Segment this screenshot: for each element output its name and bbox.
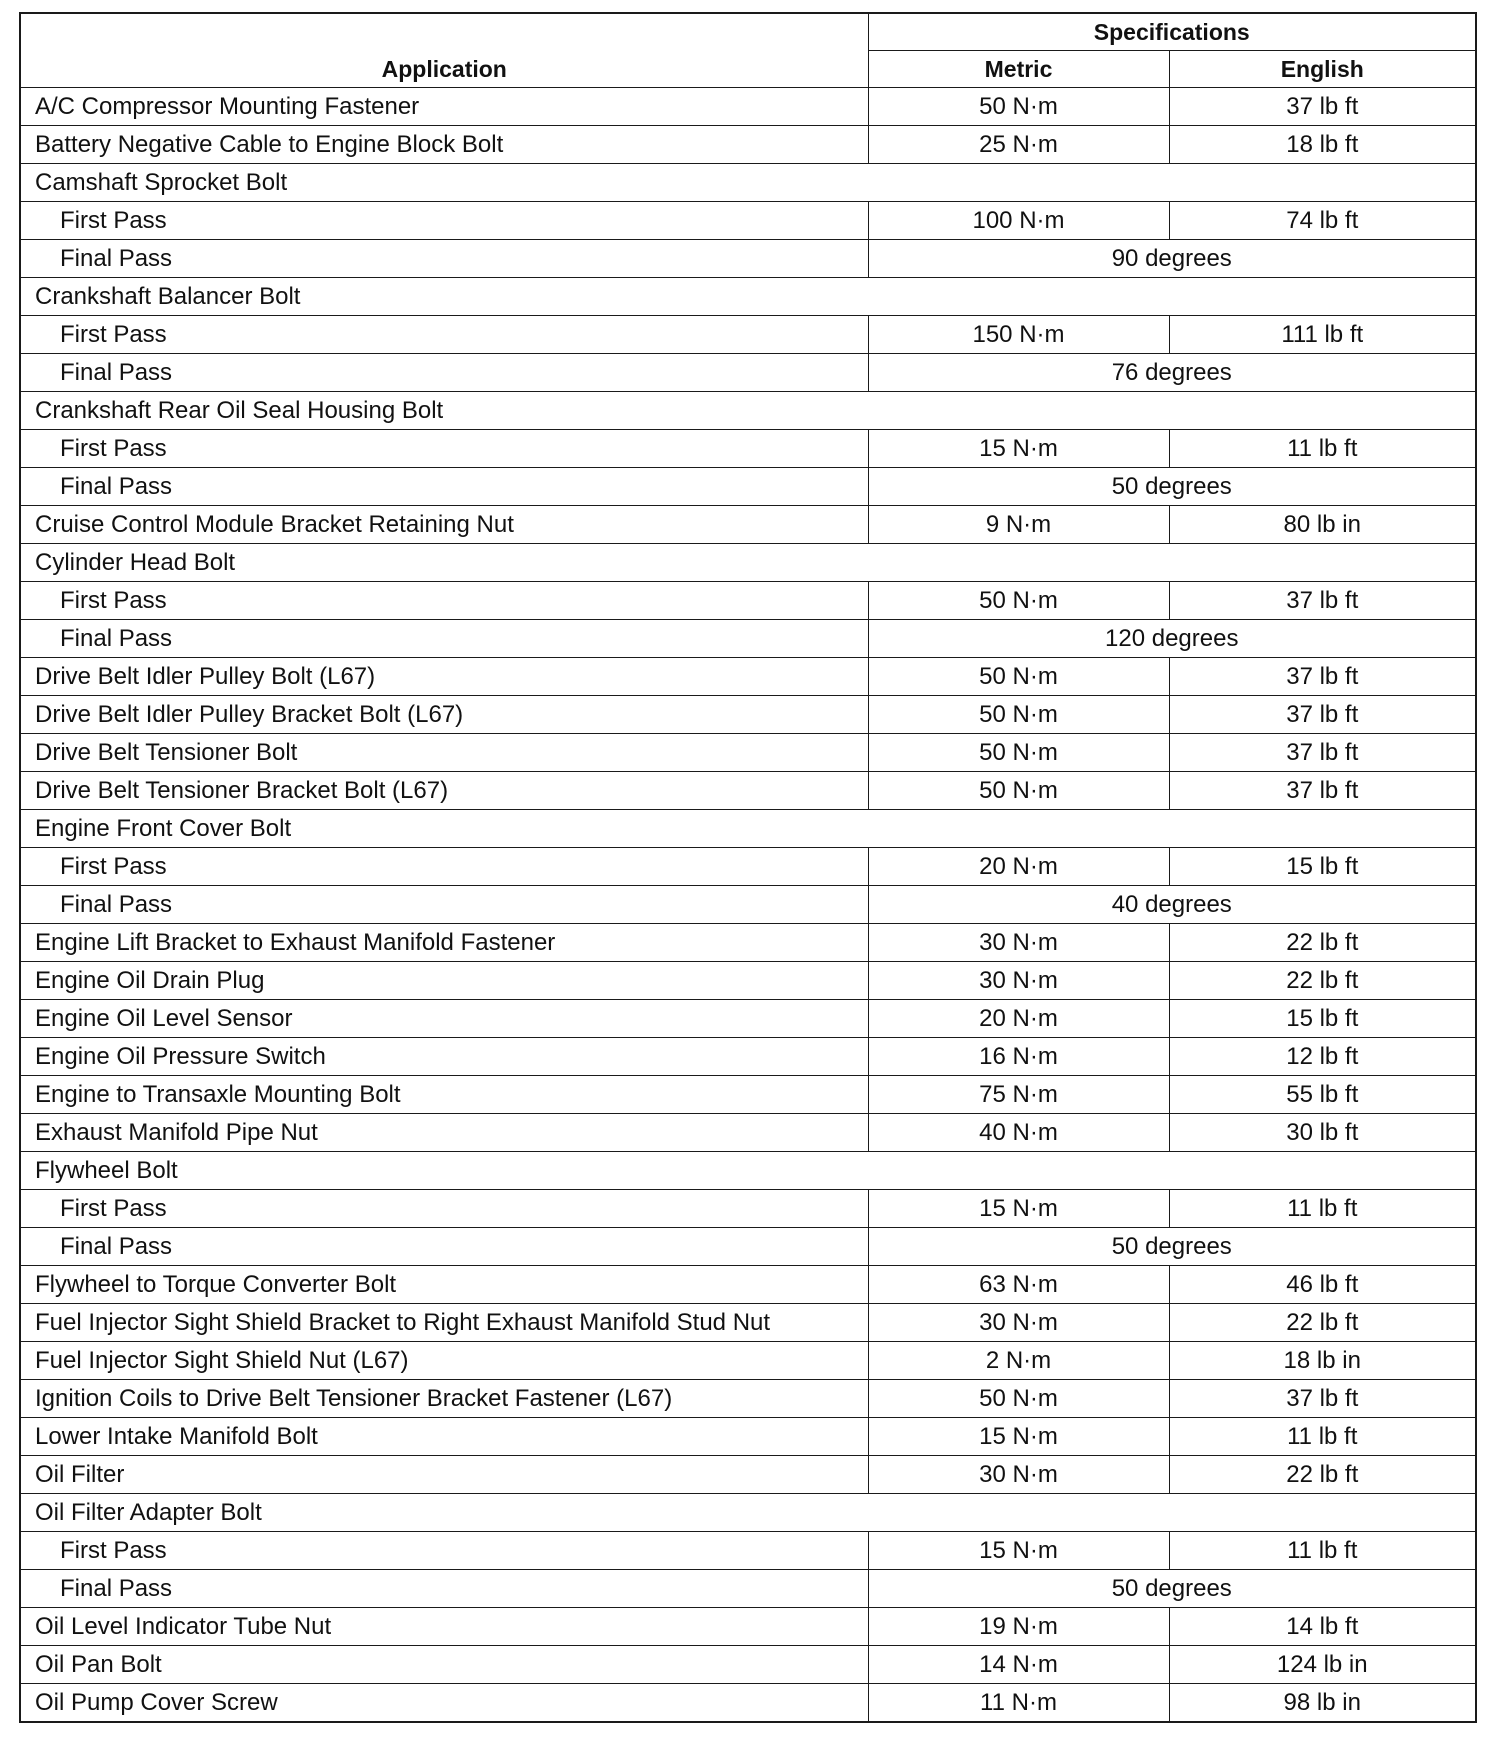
table-row (20, 658, 1476, 696)
table-row (20, 924, 1476, 962)
english-header: English (1169, 51, 1476, 88)
application-cell: Drive Belt Tensioner Bracket Bolt (L67) (20, 772, 868, 810)
metric-cell: 63 N·m (868, 1266, 1169, 1304)
application-cell: First Pass (20, 582, 868, 620)
application-cell: First Pass (20, 1532, 868, 1570)
metric-cell: 30 N·m (868, 962, 1169, 1000)
english-cell: 37 lb ft (1169, 734, 1476, 772)
application-cell: Oil Filter (20, 1456, 868, 1494)
metric-cell: 19 N·m (868, 1608, 1169, 1646)
table-row (20, 1380, 1476, 1418)
table-row (20, 962, 1476, 1000)
application-cell: Final Pass (20, 1228, 868, 1266)
metric-cell: 14 N·m (868, 1646, 1169, 1684)
application-cell: Final Pass (20, 1570, 868, 1608)
english-cell: 11 lb ft (1169, 1418, 1476, 1456)
degrees-cell: 40 degrees (868, 886, 1476, 924)
english-cell: 22 lb ft (1169, 1456, 1476, 1494)
application-cell: Final Pass (20, 886, 868, 924)
metric-cell: 30 N·m (868, 1304, 1169, 1342)
english-cell: 98 lb in (1169, 1684, 1476, 1723)
metric-cell: 15 N·m (868, 1190, 1169, 1228)
table-row (20, 316, 1476, 354)
application-cell: Final Pass (20, 468, 868, 506)
table-row (20, 506, 1476, 544)
table-row (20, 1570, 1476, 1608)
english-cell: 11 lb ft (1169, 1190, 1476, 1228)
english-cell: 37 lb ft (1169, 772, 1476, 810)
table-row-group (20, 164, 1476, 202)
english-cell: 15 lb ft (1169, 1000, 1476, 1038)
english-cell: 15 lb ft (1169, 848, 1476, 886)
table-row (20, 126, 1476, 164)
table-row-group (20, 810, 1476, 848)
english-cell: 30 lb ft (1169, 1114, 1476, 1152)
application-cell: Flywheel Bolt (20, 1152, 868, 1190)
table-row (20, 1532, 1476, 1570)
application-header: Application (20, 13, 868, 88)
application-cell: Engine to Transaxle Mounting Bolt (20, 1076, 868, 1114)
table-row (20, 1608, 1476, 1646)
english-cell: 37 lb ft (1169, 88, 1476, 126)
english-cell: 22 lb ft (1169, 924, 1476, 962)
metric-cell: 15 N·m (868, 430, 1169, 468)
table-row-group (20, 1494, 1476, 1532)
application-cell: Drive Belt Tensioner Bolt (20, 734, 868, 772)
english-cell: 11 lb ft (1169, 1532, 1476, 1570)
empty-spec-cell (868, 810, 1476, 848)
application-cell: Cruise Control Module Bracket Retaining Nut (20, 506, 868, 544)
english-cell: 22 lb ft (1169, 1304, 1476, 1342)
metric-cell: 50 N·m (868, 696, 1169, 734)
metric-cell: 11 N·m (868, 1684, 1169, 1723)
application-cell: First Pass (20, 202, 868, 240)
application-cell: Final Pass (20, 240, 868, 278)
table-row (20, 240, 1476, 278)
application-cell: Drive Belt Idler Pulley Bracket Bolt (L67) (20, 696, 868, 734)
english-cell: 37 lb ft (1169, 696, 1476, 734)
application-cell: Oil Pan Bolt (20, 1646, 868, 1684)
application-cell: Engine Oil Level Sensor (20, 1000, 868, 1038)
degrees-cell: 76 degrees (868, 354, 1476, 392)
table-row (20, 848, 1476, 886)
metric-cell: 30 N·m (868, 1456, 1169, 1494)
torque-specifications-table (19, 12, 1477, 1723)
table-row (20, 430, 1476, 468)
application-cell: First Pass (20, 430, 868, 468)
metric-cell: 25 N·m (868, 126, 1169, 164)
table-row (20, 88, 1476, 126)
application-cell: Fuel Injector Sight Shield Nut (L67) (20, 1342, 868, 1380)
table-row (20, 886, 1476, 924)
table-row (20, 1342, 1476, 1380)
metric-cell: 50 N·m (868, 658, 1169, 696)
table-header (20, 13, 1476, 88)
degrees-cell: 50 degrees (868, 1570, 1476, 1608)
application-cell: First Pass (20, 1190, 868, 1228)
table-row (20, 620, 1476, 658)
table-row (20, 1114, 1476, 1152)
metric-cell: 2 N·m (868, 1342, 1169, 1380)
application-cell: Cylinder Head Bolt (20, 544, 868, 582)
english-cell: 22 lb ft (1169, 962, 1476, 1000)
application-cell: A/C Compressor Mounting Fastener (20, 88, 868, 126)
metric-cell: 50 N·m (868, 734, 1169, 772)
english-cell: 46 lb ft (1169, 1266, 1476, 1304)
application-cell: Final Pass (20, 620, 868, 658)
application-cell: First Pass (20, 316, 868, 354)
table-row (20, 582, 1476, 620)
application-cell: Exhaust Manifold Pipe Nut (20, 1114, 868, 1152)
empty-spec-cell (868, 544, 1476, 582)
metric-cell: 100 N·m (868, 202, 1169, 240)
table-row-group (20, 278, 1476, 316)
table-row (20, 202, 1476, 240)
english-cell: 11 lb ft (1169, 430, 1476, 468)
table-row (20, 1190, 1476, 1228)
table-row (20, 1304, 1476, 1342)
metric-cell: 50 N·m (868, 582, 1169, 620)
application-cell: Battery Negative Cable to Engine Block Bolt (20, 126, 868, 164)
english-cell: 37 lb ft (1169, 658, 1476, 696)
english-cell: 37 lb ft (1169, 582, 1476, 620)
table-row (20, 1038, 1476, 1076)
empty-spec-cell (868, 392, 1476, 430)
table-row (20, 1266, 1476, 1304)
degrees-cell: 50 degrees (868, 468, 1476, 506)
application-cell: Crankshaft Rear Oil Seal Housing Bolt (20, 392, 868, 430)
table-row (20, 1000, 1476, 1038)
metric-cell: 50 N·m (868, 88, 1169, 126)
metric-cell: 16 N·m (868, 1038, 1169, 1076)
table-row (20, 1684, 1476, 1723)
empty-spec-cell (868, 1494, 1476, 1532)
metric-cell: 50 N·m (868, 772, 1169, 810)
application-cell: Oil Level Indicator Tube Nut (20, 1608, 868, 1646)
application-cell: Camshaft Sprocket Bolt (20, 164, 868, 202)
english-cell: 111 lb ft (1169, 316, 1476, 354)
application-cell: First Pass (20, 848, 868, 886)
application-cell: Flywheel to Torque Converter Bolt (20, 1266, 868, 1304)
application-cell: Fuel Injector Sight Shield Bracket to Right Exhaust Manifold Stud Nut (20, 1304, 868, 1342)
metric-cell: 30 N·m (868, 924, 1169, 962)
table-body (20, 88, 1476, 1723)
english-cell: 55 lb ft (1169, 1076, 1476, 1114)
table-row (20, 1228, 1476, 1266)
table-row (20, 734, 1476, 772)
application-cell: Drive Belt Idler Pulley Bolt (L67) (20, 658, 868, 696)
metric-cell: 15 N·m (868, 1532, 1169, 1570)
application-cell: Engine Lift Bracket to Exhaust Manifold Fastener (20, 924, 868, 962)
application-cell: Oil Filter Adapter Bolt (20, 1494, 868, 1532)
english-cell: 124 lb in (1169, 1646, 1476, 1684)
table-row (20, 1418, 1476, 1456)
empty-spec-cell (868, 164, 1476, 202)
table-row (20, 772, 1476, 810)
table-row (20, 354, 1476, 392)
application-cell: Ignition Coils to Drive Belt Tensioner Bracket Fastener (L67) (20, 1380, 868, 1418)
specifications-header: Specifications (868, 13, 1476, 51)
degrees-cell: 50 degrees (868, 1228, 1476, 1266)
table-row (20, 1646, 1476, 1684)
table-row-group (20, 1152, 1476, 1190)
english-cell: 12 lb ft (1169, 1038, 1476, 1076)
english-cell: 80 lb in (1169, 506, 1476, 544)
table-row (20, 696, 1476, 734)
metric-cell: 20 N·m (868, 1000, 1169, 1038)
metric-header: Metric (868, 51, 1169, 88)
application-cell: Crankshaft Balancer Bolt (20, 278, 868, 316)
metric-cell: 20 N·m (868, 848, 1169, 886)
metric-cell: 150 N·m (868, 316, 1169, 354)
table-row (20, 1456, 1476, 1494)
application-cell: Engine Oil Drain Plug (20, 962, 868, 1000)
table-row (20, 468, 1476, 506)
application-cell: Lower Intake Manifold Bolt (20, 1418, 868, 1456)
english-cell: 74 lb ft (1169, 202, 1476, 240)
metric-cell: 9 N·m (868, 506, 1169, 544)
table-row (20, 1076, 1476, 1114)
english-cell: 37 lb ft (1169, 1380, 1476, 1418)
degrees-cell: 120 degrees (868, 620, 1476, 658)
table-row-group (20, 544, 1476, 582)
table-row-group (20, 392, 1476, 430)
degrees-cell: 90 degrees (868, 240, 1476, 278)
application-cell: Engine Oil Pressure Switch (20, 1038, 868, 1076)
english-cell: 18 lb ft (1169, 126, 1476, 164)
empty-spec-cell (868, 278, 1476, 316)
application-cell: Oil Pump Cover Screw (20, 1684, 868, 1723)
metric-cell: 15 N·m (868, 1418, 1169, 1456)
metric-cell: 75 N·m (868, 1076, 1169, 1114)
application-cell: Final Pass (20, 354, 868, 392)
english-cell: 14 lb ft (1169, 1608, 1476, 1646)
english-cell: 18 lb in (1169, 1342, 1476, 1380)
metric-cell: 40 N·m (868, 1114, 1169, 1152)
application-cell: Engine Front Cover Bolt (20, 810, 868, 848)
empty-spec-cell (868, 1152, 1476, 1190)
metric-cell: 50 N·m (868, 1380, 1169, 1418)
